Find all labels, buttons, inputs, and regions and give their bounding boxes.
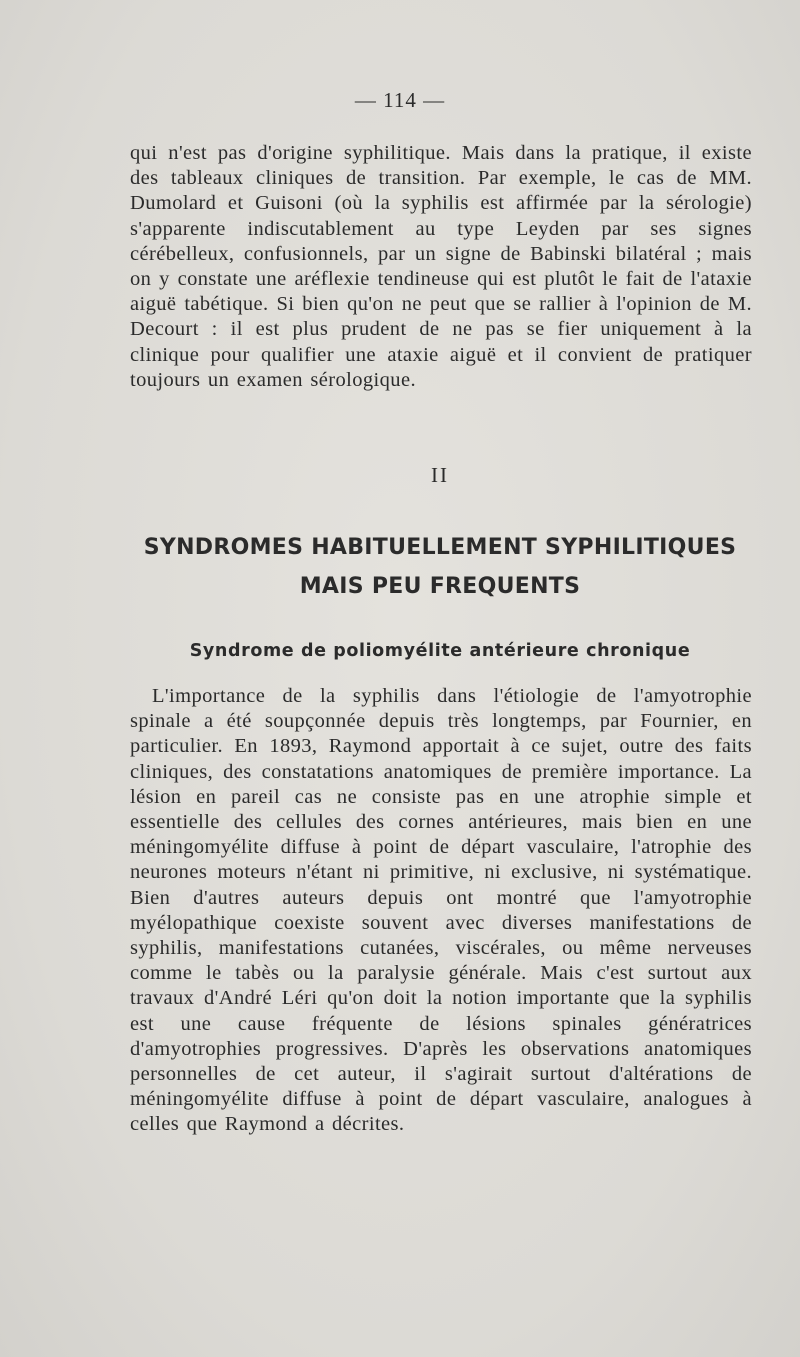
- section-number: II: [431, 463, 449, 487]
- page-number: — 114 —: [354, 88, 446, 112]
- body-paragraph: L'importance de la syphilis dans l'étiologie de l'amyotrophie spinale a été soupçonnée depuis très longtemps, par Fournier, en particulier. En 1893, Raymond apportait à ce sujet, outre des faits cliniques, des constatations anatomiques de première importance. La lésion en pareil cas ne consiste pas en une atrophie simple et essentielle des cellules des cornes antérieures, mais bien en une méningomyélite diffuse à point de départ vasculaire, l'atrophie des neurones moteurs n'étant ni primitive, ni exclusive, ni systématique. Bien d'autres auteurs depuis ont montré que l'amyotrophie myélopathique coexiste souvent avec diverses manifestations de syphilis, manifestations cutanées, viscérales, ou même nerveuses comme le tabès ou la paralysie générale. Mais c'est surtout aux travaux d'André Léri qu'on doit la notion importante que la syphilis est une cause fréquente de lésions spinales génératrices d'amyotrophies progressives. D'après les observations anatomiques personnelles de cet auteur, il s'agirait surtout d'altérations de méningomyélite diffuse à point de départ vasculaire, analogues à celles que Raymond a décrites.: [130, 685, 752, 1136]
- intro-paragraph: qui n'est pas d'origine syphilitique. Mais dans la pratique, il existe des tableaux cliniques de transition. Par exemple, le cas de MM. Dumolard et Guisoni (où la syphilis est affirmée par la sérologie) s'apparente indiscutablement au type Leyden par ses signes cérébelleux, confusionnels, par un signe de Babinski bilatéral ; mais on y constate une aréflexie tendineuse qui est plutôt le fait de l'ataxie aiguë tabétique. Si bien qu'on ne peut que se rallier à l'opinion de M. Decourt : il est plus prudent de ne pas se fier uniquement à la clinique pour qualifier une ataxie aiguë et il convient de pratiquer toujours un examen sérologique.: [130, 142, 752, 391]
- section-title-line-1: SYNDROMES HABITUELLEMENT SYPHILITIQUES: [143, 535, 737, 560]
- section-subtitle: Syndrome de poliomyélite antérieure chronique: [189, 641, 691, 661]
- section-title-line-2: MAIS PEU FREQUENTS: [299, 574, 581, 599]
